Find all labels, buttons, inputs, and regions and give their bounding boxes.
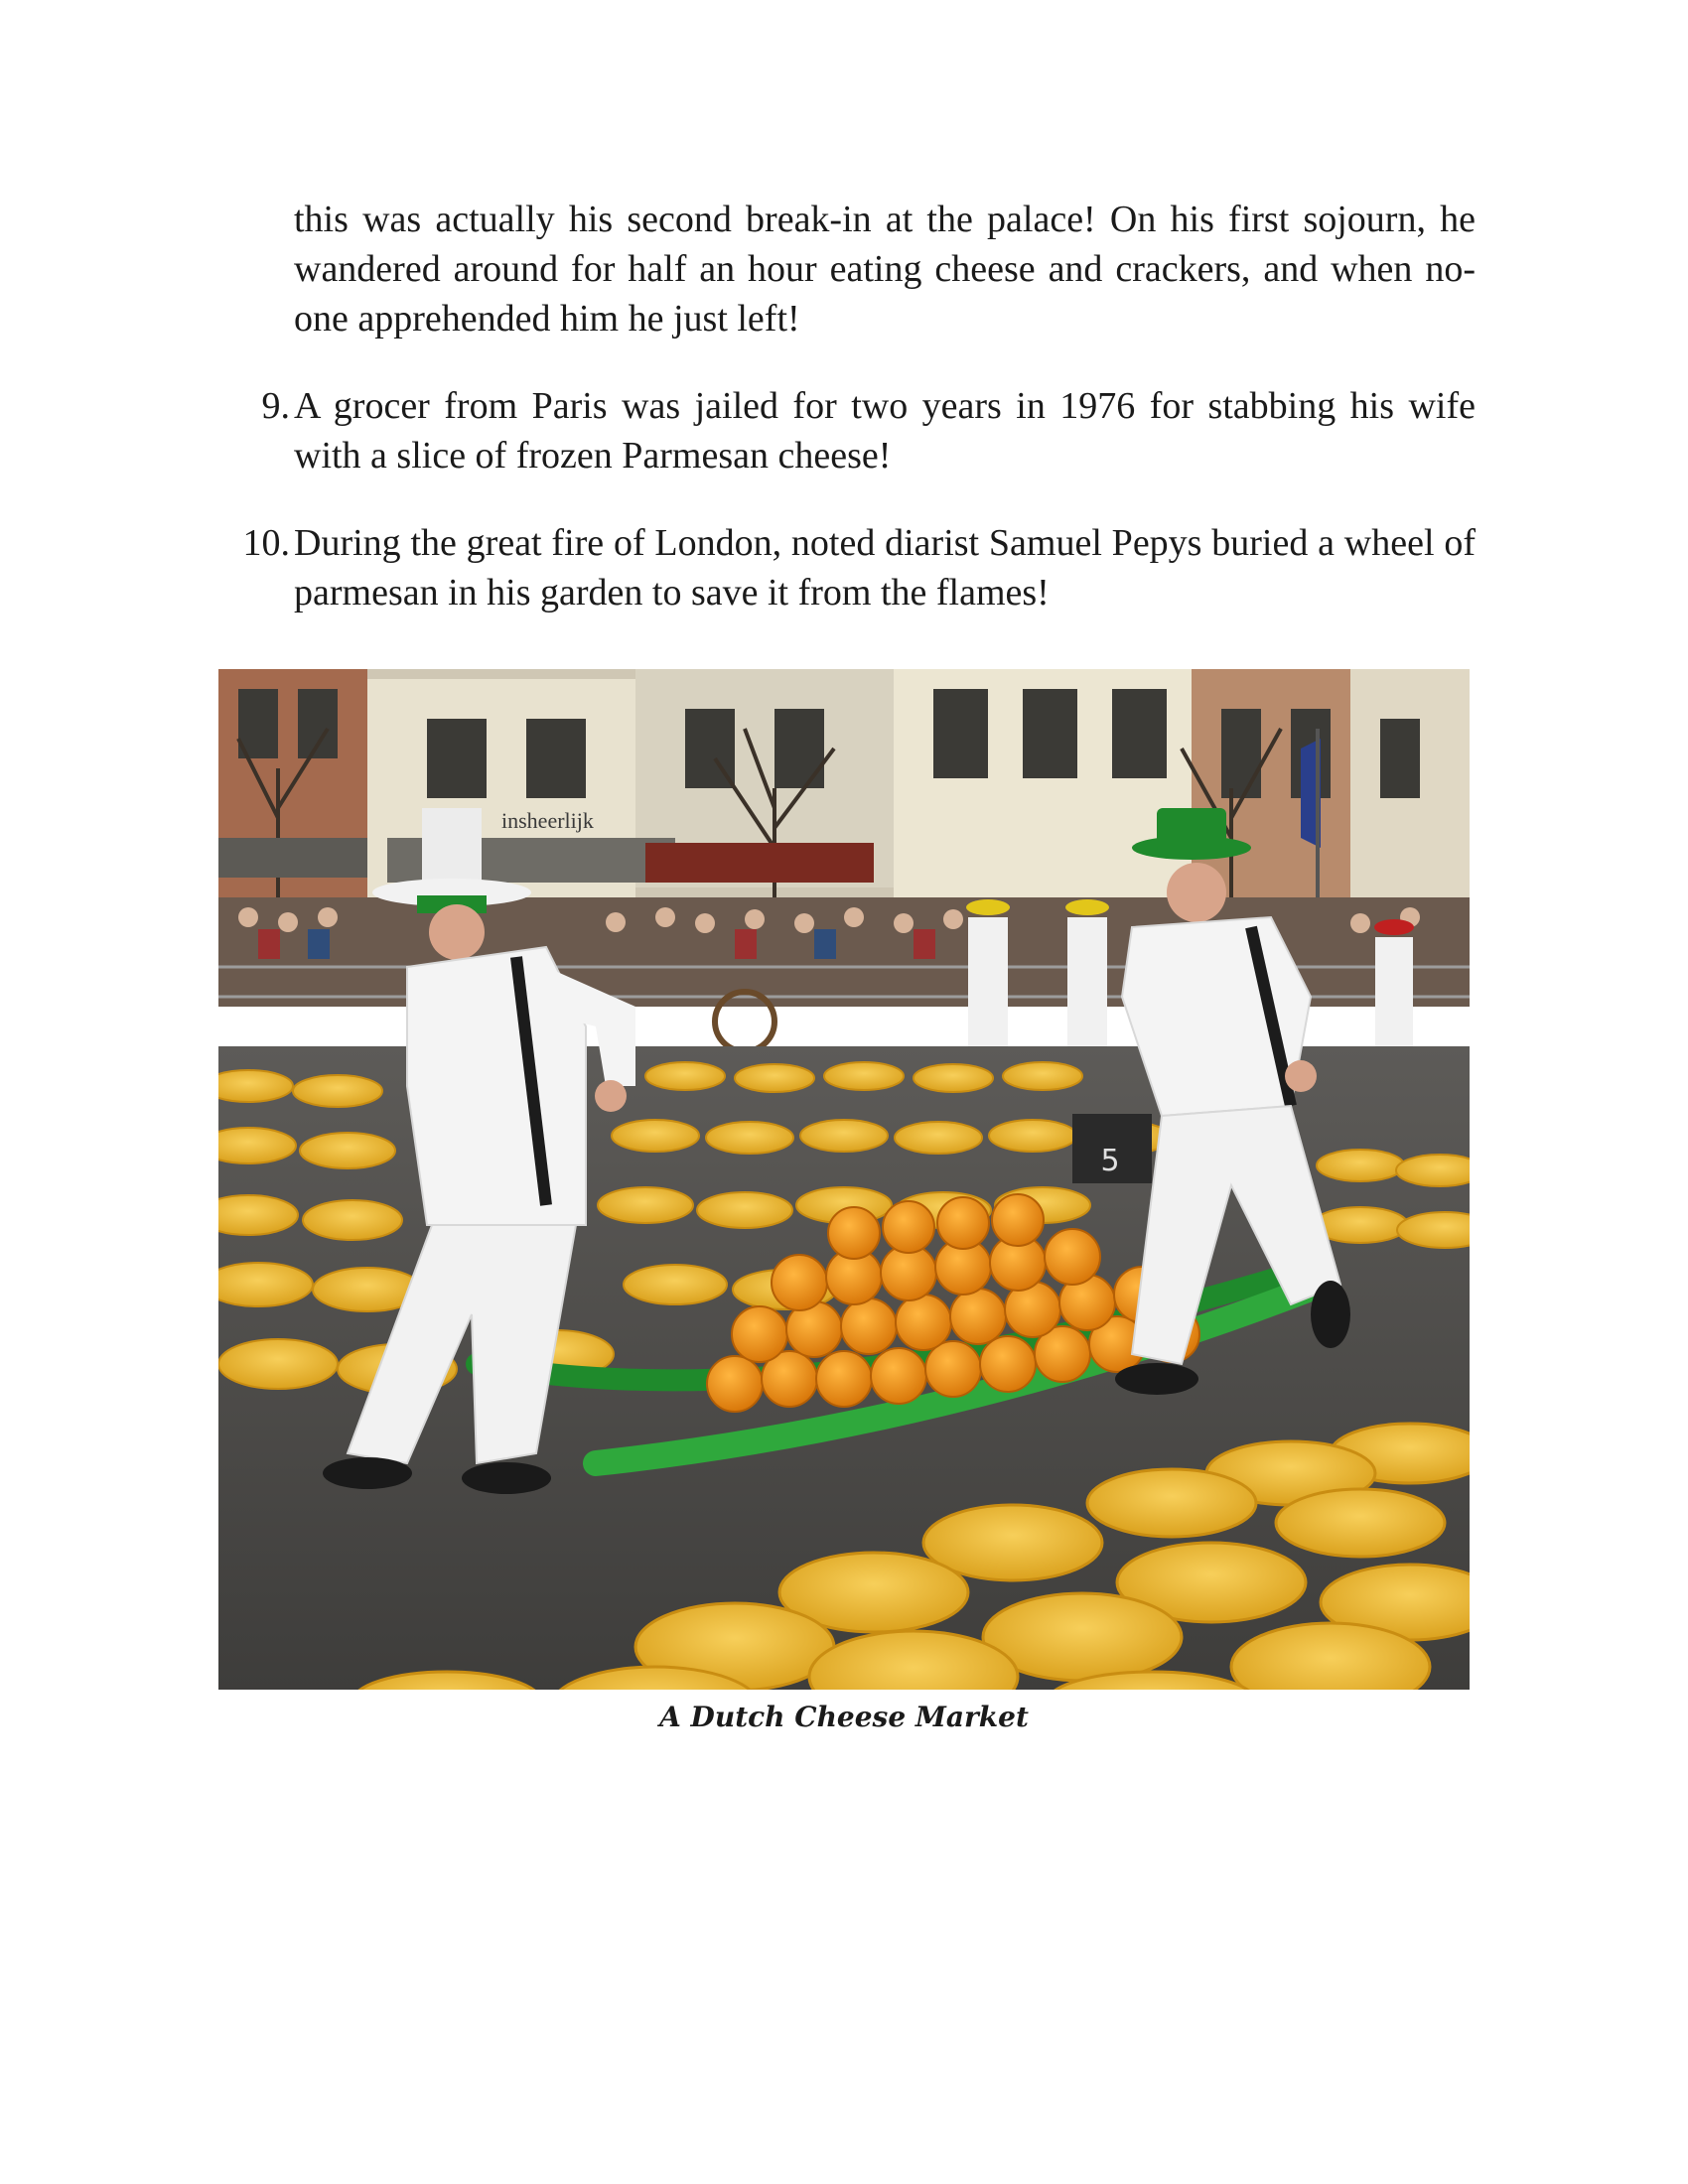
list-text: During the great fire of London, noted diarist Samuel Pepys buried a wheel of parmesan in his garden to save it from the flames! bbox=[294, 522, 1476, 614]
cheese-market-photo bbox=[218, 669, 1470, 1690]
figure-caption: A Dutch Cheese Market bbox=[659, 1701, 1029, 1733]
list-number: 10. bbox=[242, 522, 290, 564]
shop-sign: insheerlijk bbox=[501, 808, 594, 833]
list-text: A grocer from Paris was jailed for two years in 1976 for stabbing his wife with a slice of frozen Parmesan cheese! bbox=[294, 385, 1476, 477]
list-number: 9. bbox=[261, 385, 290, 427]
price-board-number: 5 bbox=[1100, 1144, 1120, 1178]
continued-paragraph: this was actually his second break-in at the palace! On his first sojourn, he wandered around for half an hour eating cheese and crackers, and when no-one apprehended him he just left! bbox=[294, 199, 1476, 340]
